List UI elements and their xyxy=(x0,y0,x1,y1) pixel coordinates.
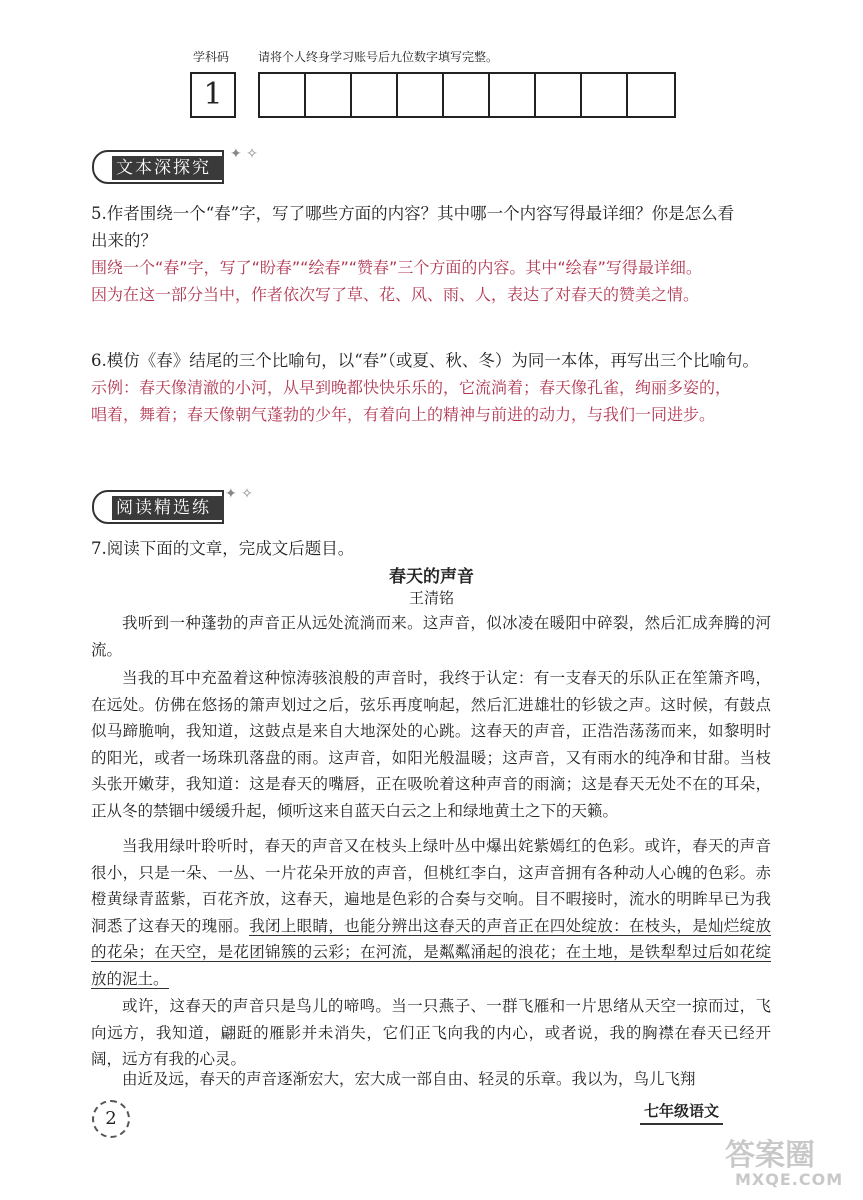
digit-box[interactable] xyxy=(490,74,536,116)
paragraph-1: 我听到一种蓬勃的声音正从远处流淌而来。这声音，似冰凌在暖阳中碎裂，然后汇成奔腾的河流。 xyxy=(91,614,771,659)
sparkle-icon: ✦ ✧ xyxy=(225,486,253,502)
watermark-logo: 答案圈 xyxy=(725,1138,815,1173)
question-6-line-1: 6.模仿《春》结尾的三个比喻句，以“春”（或夏、秋、冬）为同一本体，再写出三个比喻句。 xyxy=(91,351,759,370)
section-title-reading: 阅读精选练 xyxy=(116,498,211,518)
answer-6-line-2: 唱着，舞着；春天像朝气蓬勃的少年，有着向上的精神与前进的动力，与我们一同进步。 xyxy=(91,405,716,424)
digit-box[interactable] xyxy=(260,74,306,116)
digit-box[interactable] xyxy=(352,74,398,116)
account-instruction: 请将个人终身学习账号后九位数字填写完整。 xyxy=(258,50,499,64)
digit-box[interactable] xyxy=(444,74,490,116)
subject-code-label: 学科码 xyxy=(193,50,230,64)
section-tag-explore xyxy=(92,150,224,184)
article-author: 王清铭 xyxy=(408,589,454,607)
digit-box[interactable] xyxy=(582,74,628,116)
sparkle-icon: ✦ ✧ xyxy=(230,146,258,162)
paragraph-3-text: 当我用绿叶聆听时，春天的声音又在枝头上绿叶丛中爆出姹紫嫣红的色彩。或许，春天的声音很小，只是一朵、一丛、一片花朵开放的声音，但桃红李白，这声音拥有各种动人心魄的色彩。赤橙黄绿青蓝紫，百花齐放，这春天，遍地是色彩的合奏与交响。目不暇接时，流水的明眸早已为我洞悉了这春天的瑰丽。 xyxy=(91,837,771,935)
question-7-prompt: 7.阅读下面的文章，完成文后题目。 xyxy=(91,539,355,558)
paragraph-5: 由近及远，春天的声音逐渐宏大，宏大成一部自由、轻灵的乐章。我以为，鸟儿飞翔 xyxy=(122,1070,696,1088)
digit-box[interactable] xyxy=(306,74,352,116)
subject-code-box: 1 xyxy=(190,72,236,118)
answer-5-line-2: 因为在这一部分当中，作者依次写了草、花、风、雨、人，表达了对春天的赞美之情。 xyxy=(91,285,700,304)
paragraph-3 xyxy=(91,833,771,993)
answer-5-line-1: 围绕一个“春”字，写了“盼春”“绘春”“赞春”三个方面的内容。其中“绘春”写得最详细。 xyxy=(91,258,702,277)
section-tag-reading xyxy=(92,490,224,524)
digit-box[interactable] xyxy=(536,74,582,116)
paragraph-2: 当我的耳中充盈着这种惊涛骇浪般的声音时，我终于认定：有一支春天的乐队正在笙箫齐鸣，在远处。仿佛在悠扬的箫声划过之后，弦乐再度响起，然后汇进雄壮的钐钹之声。这时候，有鼓点似马蹄脆响，我知道，这鼓点是来自大地深处的心跳。这春天的声音，正浩浩荡荡而来，如黎明时的阳光，或者一场珠玑落盘的雨。这声音，如阳光般温暖；这声音，又有雨水的纯净和甘甜。当枝头张开嫩芽，我知道：这是春天的嘴唇，正在吸吮着这种声音的雨滴；这是春天无处不在的耳朵，正从冬的禁锢中缓缓升起，倾听这来自蓝天白云之上和绿地黄土之下的天籁。 xyxy=(91,669,771,820)
underlined-passage: 我闭上眼睛，也能分辨出这春天的声音正在四处绽放：在枝头，是灿烂绽放的花朵；在天空，是花团锦簇的云彩；在河流，是粼粼涌起的浪花；在土地，是铁犁犁过后如花绽放的泥土。 xyxy=(91,916,771,988)
section-title-explore: 文本深探究 xyxy=(116,158,211,178)
watermark-url: MXQE.COM xyxy=(735,1170,844,1189)
article-title: 春天的声音 xyxy=(389,567,474,587)
digit-box[interactable] xyxy=(628,74,674,116)
answer-6-line-1: 示例：春天像清澈的小河，从早到晚都快快乐乐的，它流淌着；春天像孔雀，绚丽多姿的， xyxy=(91,378,732,397)
paragraph-4: 或许，这春天的声音只是鸟儿的啼鸣。当一只燕子、一群飞雁和一片思绪从天空一掠而过，飞向远方，我知道，翩跹的雁影并未消失，它们正飞向我的内心，或者说，我的胸襟在春天已经开阔，远方有我的心灵。 xyxy=(91,997,771,1069)
question-5-line-2: 出来的？ xyxy=(91,231,157,250)
question-5-line-1: 5.作者围绕一个“春”字，写了哪些方面的内容？其中哪一个内容写得最详细？你是怎么看 xyxy=(91,204,735,223)
grade-label: 七年级语文 xyxy=(640,1100,723,1125)
page-number: 2 xyxy=(92,1100,130,1138)
account-digit-boxes xyxy=(258,72,676,118)
digit-box[interactable] xyxy=(398,74,444,116)
